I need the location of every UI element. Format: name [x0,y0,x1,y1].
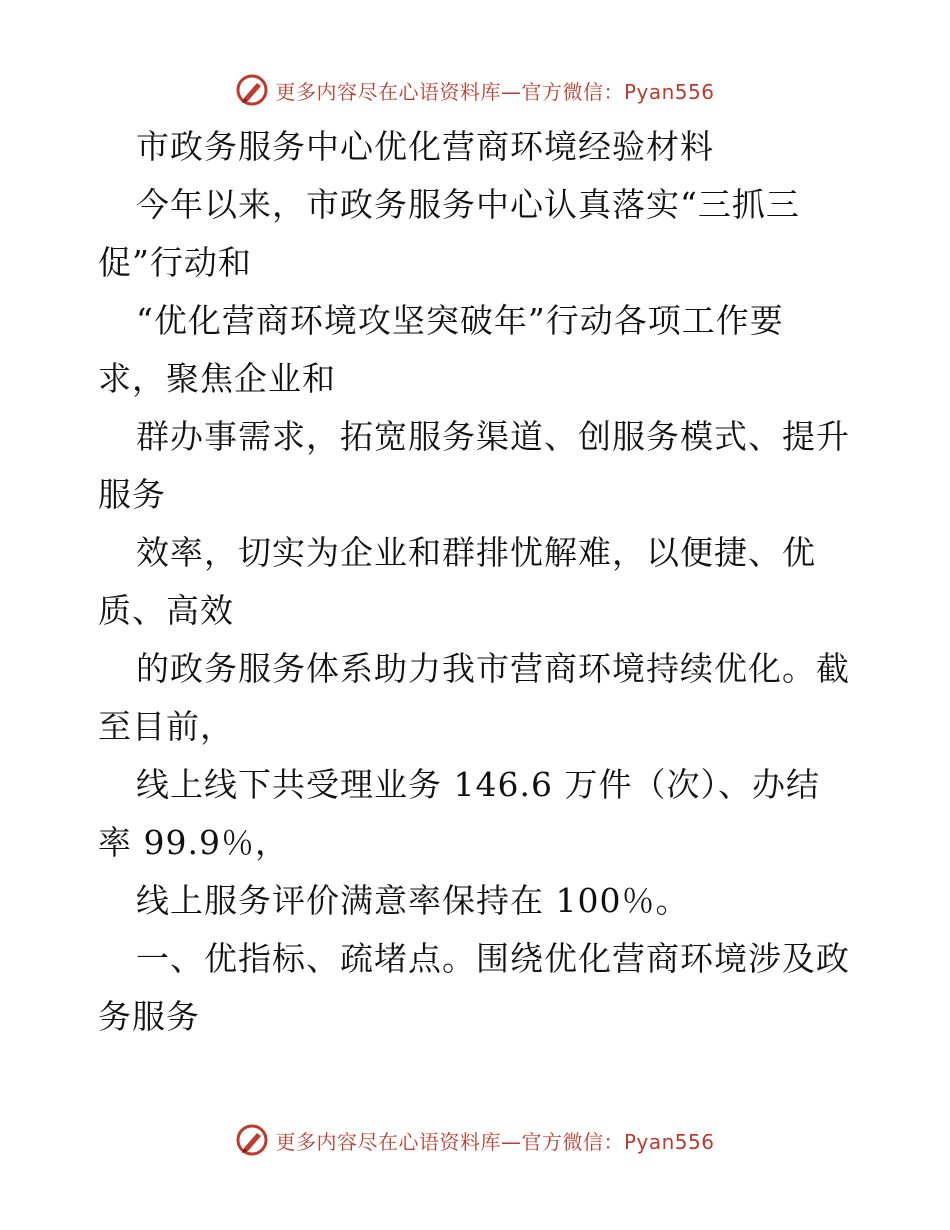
text-line: 线上线下共受理业务 146.6 万件（次）、办结 [136,765,820,804]
document-body [98,118,858,1046]
watermark-banner-bottom [0,1120,950,1160]
watermark-text: 更多内容尽在心语资料库—官方微信：Pyan556 [275,79,715,104]
document-title: 市政务服务中心优化营商环境经验材料 [136,127,714,166]
text-line: 务服务 [98,997,200,1036]
text-line: “优化营商环境攻坚突破年”行动各项工作要 [136,301,784,340]
text-line: 促”行动和 [98,243,252,282]
section-heading: 一、优指标、疏堵点。围绕优化营商环境涉及政 [136,939,850,978]
watermark-text: 更多内容尽在心语资料库—官方微信：Pyan556 [275,1129,715,1154]
text-line: 的政务服务体系助力我市营商环境持续优化。截 [136,649,850,688]
text-line: 服务 [98,475,166,514]
text-line: 效率，切实为企业和群排忧解难，以便捷、优 [136,533,816,572]
text-line: 今年以来，市政务服务中心认真落实“三抓三 [136,185,800,224]
text-line: 群办事需求，拓宽服务渠道、创服务模式、提升 [136,417,850,456]
pen-logo-icon [235,1123,269,1157]
text-line: 至目前， [98,707,234,746]
text-line: 质、高效 [98,591,234,630]
text-line: 线上服务评价满意率保持在 100％。 [136,881,690,920]
watermark-banner-top [0,70,950,110]
pen-logo-icon [235,73,269,107]
text-line: 率 99.9％， [98,823,289,862]
text-line: 求，聚焦企业和 [98,359,336,398]
